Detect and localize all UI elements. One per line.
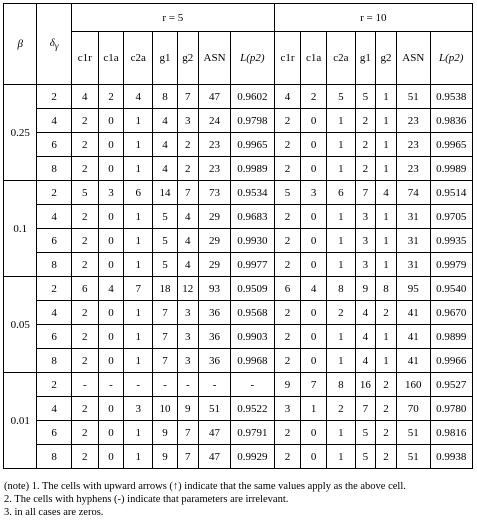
r5-value-cell: 1 xyxy=(124,301,153,325)
r10-value-cell: 0.9989 xyxy=(430,157,473,181)
r5-value-cell: 51 xyxy=(198,397,230,421)
r5-value-cell: 1 xyxy=(124,229,153,253)
r10-value-cell: 51 xyxy=(397,421,430,445)
r10-value-cell: 0 xyxy=(301,253,327,277)
r10-value-cell: 2 xyxy=(274,229,301,253)
table-body xyxy=(4,85,473,469)
r10-value-cell: 2 xyxy=(326,301,355,325)
group-header-r10: r = 10 xyxy=(274,4,472,32)
r5-value-cell: 7 xyxy=(153,301,178,325)
r10-value-cell: 95 xyxy=(397,277,430,301)
r5-value-cell: 4 xyxy=(177,253,198,277)
r5-value-cell: 0.9509 xyxy=(231,277,274,301)
r5-value-cell: 2 xyxy=(71,229,98,253)
r5-value-cell: 3 xyxy=(124,397,153,421)
r10-value-cell: 0 xyxy=(301,229,327,253)
r5-value-cell: 9 xyxy=(177,397,198,421)
r10-value-cell: 4 xyxy=(355,301,375,325)
r10-value-cell: 0 xyxy=(301,445,327,469)
r5-value-cell: 4 xyxy=(177,229,198,253)
table-container xyxy=(3,3,473,469)
r5-value-cell: 0 xyxy=(98,325,124,349)
r5-value-cell: 0 xyxy=(98,253,124,277)
delta-cell: 2 xyxy=(37,373,72,397)
r10-value-cell: 0.9979 xyxy=(430,253,473,277)
r5-value-cell: 7 xyxy=(124,277,153,301)
r5-value-cell: 2 xyxy=(71,325,98,349)
r10-value-cell: 160 xyxy=(397,373,430,397)
r5-value-cell: 8 xyxy=(153,85,178,109)
r5-value-cell: - xyxy=(153,373,178,397)
r10-value-cell: 70 xyxy=(397,397,430,421)
table-row xyxy=(4,85,473,109)
r5-value-cell: 7 xyxy=(177,445,198,469)
r10-value-cell: 1 xyxy=(375,109,396,133)
r10-value-cell: 2 xyxy=(355,157,375,181)
r5-value-cell: 0.9930 xyxy=(231,229,274,253)
col-header-c1r: c1r xyxy=(71,32,98,85)
r5-value-cell: 9 xyxy=(153,445,178,469)
r5-value-cell: 0 xyxy=(98,133,124,157)
r5-value-cell: - xyxy=(71,373,98,397)
r10-value-cell: 1 xyxy=(326,421,355,445)
r10-value-cell: 23 xyxy=(397,157,430,181)
delta-cell: 8 xyxy=(37,157,72,181)
r5-value-cell: 0 xyxy=(98,349,124,373)
r10-value-cell: 1 xyxy=(326,349,355,373)
col-header-lp2: L(p2) xyxy=(430,32,473,85)
table-row xyxy=(4,445,473,469)
r10-value-cell: 0.9670 xyxy=(430,301,473,325)
delta-cell: 6 xyxy=(37,229,72,253)
table-notes xyxy=(4,480,474,519)
r5-value-cell: 1 xyxy=(124,109,153,133)
r5-value-cell: 1 xyxy=(124,157,153,181)
r5-value-cell: 1 xyxy=(124,445,153,469)
r10-value-cell: 1 xyxy=(326,325,355,349)
r5-value-cell: 73 xyxy=(198,181,230,205)
r10-value-cell: 0.9965 xyxy=(430,133,473,157)
r10-value-cell: 31 xyxy=(397,205,430,229)
r10-value-cell: 3 xyxy=(355,253,375,277)
r10-value-cell: 23 xyxy=(397,109,430,133)
table-row xyxy=(4,157,473,181)
table-row xyxy=(4,277,473,301)
note-1: (note) 1. The cells with upward arrows (↑) indicate that the same values apply as the above cell. xyxy=(4,481,406,492)
r10-value-cell: 2 xyxy=(375,301,396,325)
r10-value-cell: 9 xyxy=(355,277,375,301)
r10-value-cell: 2 xyxy=(274,445,301,469)
r5-value-cell: 0.9534 xyxy=(231,181,274,205)
r10-value-cell: 0.9899 xyxy=(430,325,473,349)
r10-value-cell: 1 xyxy=(326,205,355,229)
group-header-r5: r = 5 xyxy=(71,4,274,32)
r5-value-cell: 14 xyxy=(153,181,178,205)
r5-value-cell: 47 xyxy=(198,421,230,445)
r5-value-cell: 29 xyxy=(198,229,230,253)
delta-cell: 6 xyxy=(37,421,72,445)
r10-value-cell: 4 xyxy=(355,325,375,349)
r10-value-cell: 0.9780 xyxy=(430,397,473,421)
beta-cell: 0.25 xyxy=(4,85,37,181)
r5-value-cell: 29 xyxy=(198,205,230,229)
r5-value-cell: 36 xyxy=(198,301,230,325)
r10-value-cell: 2 xyxy=(375,373,396,397)
r10-value-cell: 4 xyxy=(274,85,301,109)
r5-value-cell: 2 xyxy=(71,109,98,133)
r10-value-cell: 1 xyxy=(375,253,396,277)
r10-value-cell: 1 xyxy=(326,445,355,469)
r10-value-cell: 0 xyxy=(301,325,327,349)
table-row xyxy=(4,421,473,445)
r5-value-cell: 2 xyxy=(71,301,98,325)
col-header-g2: g2 xyxy=(177,32,198,85)
r5-value-cell: 5 xyxy=(153,253,178,277)
r10-value-cell: 41 xyxy=(397,349,430,373)
r10-value-cell: 2 xyxy=(274,205,301,229)
r5-value-cell: 7 xyxy=(177,181,198,205)
r10-value-cell: 5 xyxy=(355,445,375,469)
r5-value-cell: 1 xyxy=(124,325,153,349)
r5-value-cell: 3 xyxy=(177,109,198,133)
r5-value-cell: 5 xyxy=(153,229,178,253)
r5-value-cell: 12 xyxy=(177,277,198,301)
r10-value-cell: 1 xyxy=(326,133,355,157)
r10-value-cell: 7 xyxy=(355,397,375,421)
r10-value-cell: 1 xyxy=(375,229,396,253)
r10-value-cell: 2 xyxy=(355,133,375,157)
delta-cell: 6 xyxy=(37,325,72,349)
r5-value-cell: 0.9965 xyxy=(231,133,274,157)
r5-value-cell: 2 xyxy=(71,349,98,373)
r10-value-cell: 1 xyxy=(326,229,355,253)
r10-value-cell: 2 xyxy=(274,253,301,277)
r10-value-cell: 2 xyxy=(274,349,301,373)
r10-value-cell: 1 xyxy=(326,253,355,277)
r10-value-cell: 5 xyxy=(274,181,301,205)
r5-value-cell: 47 xyxy=(198,445,230,469)
delta-cell: 4 xyxy=(37,205,72,229)
r5-value-cell: 2 xyxy=(98,85,124,109)
r5-value-cell: 24 xyxy=(198,109,230,133)
r5-value-cell: 2 xyxy=(71,157,98,181)
r5-value-cell: - xyxy=(231,373,274,397)
r5-value-cell: 2 xyxy=(71,445,98,469)
r10-value-cell: 1 xyxy=(375,157,396,181)
r5-value-cell: 0.9968 xyxy=(231,349,274,373)
beta-cell: 0.05 xyxy=(4,277,37,373)
r10-value-cell: 0 xyxy=(301,421,327,445)
r5-value-cell: 0.9977 xyxy=(231,253,274,277)
r5-value-cell: 2 xyxy=(71,421,98,445)
r5-value-cell: 7 xyxy=(153,325,178,349)
r10-value-cell: 6 xyxy=(274,277,301,301)
delta-cell: 8 xyxy=(37,445,72,469)
r10-value-cell: 8 xyxy=(326,373,355,397)
r5-value-cell: 2 xyxy=(71,133,98,157)
r10-value-cell: 1 xyxy=(301,397,327,421)
r5-value-cell: 5 xyxy=(153,205,178,229)
r5-value-cell: - xyxy=(124,373,153,397)
r5-value-cell: 2 xyxy=(71,397,98,421)
table-row xyxy=(4,301,473,325)
r5-value-cell: 23 xyxy=(198,157,230,181)
r5-value-cell: 1 xyxy=(124,253,153,277)
r5-value-cell: 0.9903 xyxy=(231,325,274,349)
delta-cell: 2 xyxy=(37,181,72,205)
r10-value-cell: 3 xyxy=(274,397,301,421)
delta-header xyxy=(37,4,72,85)
r5-value-cell: 0.9989 xyxy=(231,157,274,181)
delta-cell: 8 xyxy=(37,349,72,373)
col-header-asn: ASN xyxy=(198,32,230,85)
r10-value-cell: 5 xyxy=(326,85,355,109)
delta-cell: 4 xyxy=(37,397,72,421)
r5-value-cell: 0 xyxy=(98,445,124,469)
note-2: 2. The cells with hyphens (-) indicate that parameters are irrelevant. xyxy=(4,494,289,505)
col-header-c1a: c1a xyxy=(98,32,124,85)
table-row xyxy=(4,349,473,373)
r10-value-cell: 2 xyxy=(355,109,375,133)
delta-cell: 8 xyxy=(37,253,72,277)
r5-value-cell: 0.9791 xyxy=(231,421,274,445)
r10-value-cell: 4 xyxy=(355,349,375,373)
r10-value-cell: 16 xyxy=(355,373,375,397)
r10-value-cell: 0.9816 xyxy=(430,421,473,445)
r10-value-cell: 5 xyxy=(355,85,375,109)
delta-cell: 2 xyxy=(37,85,72,109)
r5-value-cell: 36 xyxy=(198,349,230,373)
table-row xyxy=(4,397,473,421)
r5-value-cell: 4 xyxy=(177,205,198,229)
r10-value-cell: 1 xyxy=(375,85,396,109)
col-header-c1a: c1a xyxy=(301,32,327,85)
r5-value-cell: 0 xyxy=(98,421,124,445)
r10-value-cell: 4 xyxy=(375,181,396,205)
r5-value-cell: 6 xyxy=(124,181,153,205)
table-row xyxy=(4,181,473,205)
r5-value-cell: 0.9683 xyxy=(231,205,274,229)
r5-value-cell: 9 xyxy=(153,421,178,445)
r10-value-cell: 6 xyxy=(326,181,355,205)
r10-value-cell: 0.9935 xyxy=(430,229,473,253)
r5-value-cell: 0 xyxy=(98,109,124,133)
r10-value-cell: 23 xyxy=(397,133,430,157)
r5-value-cell: 4 xyxy=(153,157,178,181)
r5-value-cell: 4 xyxy=(153,109,178,133)
r5-value-cell: 3 xyxy=(177,301,198,325)
delta-cell: 6 xyxy=(37,133,72,157)
r5-value-cell: 36 xyxy=(198,325,230,349)
r5-value-cell: 7 xyxy=(177,85,198,109)
delta-cell: 4 xyxy=(37,109,72,133)
r5-value-cell: 4 xyxy=(124,85,153,109)
r10-value-cell: 2 xyxy=(274,325,301,349)
r10-value-cell: 1 xyxy=(326,109,355,133)
r5-value-cell: 93 xyxy=(198,277,230,301)
r10-value-cell: 2 xyxy=(375,421,396,445)
beta-cell: 0.1 xyxy=(4,181,37,277)
r5-value-cell: 23 xyxy=(198,133,230,157)
r10-value-cell: 74 xyxy=(397,181,430,205)
r10-value-cell: 2 xyxy=(375,397,396,421)
r5-value-cell: - xyxy=(98,373,124,397)
r10-value-cell: 8 xyxy=(375,277,396,301)
table-row xyxy=(4,253,473,277)
r10-value-cell: 51 xyxy=(397,445,430,469)
r10-value-cell: 2 xyxy=(301,85,327,109)
r5-value-cell: 3 xyxy=(177,325,198,349)
r10-value-cell: 2 xyxy=(375,445,396,469)
r10-value-cell: 1 xyxy=(375,133,396,157)
delta-cell: 2 xyxy=(37,277,72,301)
r5-value-cell: 18 xyxy=(153,277,178,301)
col-header-g1: g1 xyxy=(355,32,375,85)
results-table xyxy=(3,3,473,469)
r10-value-cell: 0 xyxy=(301,157,327,181)
r10-value-cell: 0 xyxy=(301,301,327,325)
r10-value-cell: 31 xyxy=(397,253,430,277)
table-row xyxy=(4,109,473,133)
r5-value-cell: 29 xyxy=(198,253,230,277)
r5-value-cell: 6 xyxy=(71,277,98,301)
r5-value-cell: 0 xyxy=(98,229,124,253)
r10-value-cell: 2 xyxy=(274,421,301,445)
r10-value-cell: 2 xyxy=(274,133,301,157)
r10-value-cell: 0 xyxy=(301,133,327,157)
r10-value-cell: 0.9836 xyxy=(430,109,473,133)
col-header-g2: g2 xyxy=(375,32,396,85)
beta-header: β xyxy=(4,4,37,85)
table-row xyxy=(4,133,473,157)
r5-value-cell: - xyxy=(177,373,198,397)
col-header-asn: ASN xyxy=(397,32,430,85)
r5-value-cell: 47 xyxy=(198,85,230,109)
r10-value-cell: 0 xyxy=(301,109,327,133)
r10-value-cell: 2 xyxy=(274,157,301,181)
r10-value-cell: 1 xyxy=(375,205,396,229)
r10-value-cell: 51 xyxy=(397,85,430,109)
r10-value-cell: 1 xyxy=(375,325,396,349)
r5-value-cell: 3 xyxy=(98,181,124,205)
r10-value-cell: 9 xyxy=(274,373,301,397)
r5-value-cell: 2 xyxy=(177,133,198,157)
note-3: 3. in all cases are zeros. xyxy=(4,507,104,518)
r5-value-cell: 1 xyxy=(124,205,153,229)
r10-value-cell: 7 xyxy=(355,181,375,205)
r5-value-cell: 3 xyxy=(177,349,198,373)
r10-value-cell: 2 xyxy=(274,301,301,325)
r5-value-cell: 0.9798 xyxy=(231,109,274,133)
col-header-c2a: c2a xyxy=(326,32,355,85)
col-header-c1r: c1r xyxy=(274,32,301,85)
col-header-g1: g1 xyxy=(153,32,178,85)
delta-cell: 4 xyxy=(37,301,72,325)
col-header-lp2: L(p2) xyxy=(231,32,274,85)
table-row xyxy=(4,373,473,397)
r10-value-cell: 41 xyxy=(397,325,430,349)
r5-value-cell: 2 xyxy=(177,157,198,181)
r10-value-cell: 2 xyxy=(326,397,355,421)
r10-value-cell: 0 xyxy=(301,205,327,229)
r10-value-cell: 0.9705 xyxy=(430,205,473,229)
r10-value-cell: 3 xyxy=(355,205,375,229)
r10-value-cell: 31 xyxy=(397,229,430,253)
r10-value-cell: 0.9966 xyxy=(430,349,473,373)
r10-value-cell: 0.9527 xyxy=(430,373,473,397)
r5-value-cell: 1 xyxy=(124,133,153,157)
r10-value-cell: 4 xyxy=(301,277,327,301)
r5-value-cell: - xyxy=(198,373,230,397)
r5-value-cell: 1 xyxy=(124,421,153,445)
table-row xyxy=(4,205,473,229)
r10-value-cell: 8 xyxy=(326,277,355,301)
r5-value-cell: 0.9568 xyxy=(231,301,274,325)
r10-value-cell: 0.9514 xyxy=(430,181,473,205)
r5-value-cell: 4 xyxy=(153,133,178,157)
r5-value-cell: 0.9522 xyxy=(231,397,274,421)
r5-value-cell: 4 xyxy=(98,277,124,301)
r10-value-cell: 0.9538 xyxy=(430,85,473,109)
col-header-c2a: c2a xyxy=(124,32,153,85)
r5-value-cell: 2 xyxy=(71,253,98,277)
r10-value-cell: 5 xyxy=(355,421,375,445)
r5-value-cell: 4 xyxy=(71,85,98,109)
r5-value-cell: 7 xyxy=(177,421,198,445)
r5-value-cell: 10 xyxy=(153,397,178,421)
r5-value-cell: 1 xyxy=(124,349,153,373)
r10-value-cell: 1 xyxy=(326,157,355,181)
r5-value-cell: 0 xyxy=(98,301,124,325)
r5-value-cell: 0 xyxy=(98,205,124,229)
r10-value-cell: 3 xyxy=(301,181,327,205)
r10-value-cell: 7 xyxy=(301,373,327,397)
r10-value-cell: 0.9540 xyxy=(430,277,473,301)
r5-value-cell: 7 xyxy=(153,349,178,373)
r10-value-cell: 0 xyxy=(301,349,327,373)
r5-value-cell: 2 xyxy=(71,205,98,229)
r5-value-cell: 5 xyxy=(71,181,98,205)
r10-value-cell: 1 xyxy=(375,349,396,373)
r10-value-cell: 41 xyxy=(397,301,430,325)
r10-value-cell: 3 xyxy=(355,229,375,253)
r5-value-cell: 0.9602 xyxy=(231,85,274,109)
delta-subscript: γ xyxy=(54,41,59,52)
table-row xyxy=(4,325,473,349)
r10-value-cell: 2 xyxy=(274,109,301,133)
r5-value-cell: 0.9929 xyxy=(231,445,274,469)
r5-value-cell: 0 xyxy=(98,397,124,421)
delta-symbol: δ xyxy=(49,36,55,49)
r5-value-cell: 0 xyxy=(98,157,124,181)
beta-cell: 0.01 xyxy=(4,373,37,469)
r10-value-cell: 0.9938 xyxy=(430,445,473,469)
table-row xyxy=(4,229,473,253)
